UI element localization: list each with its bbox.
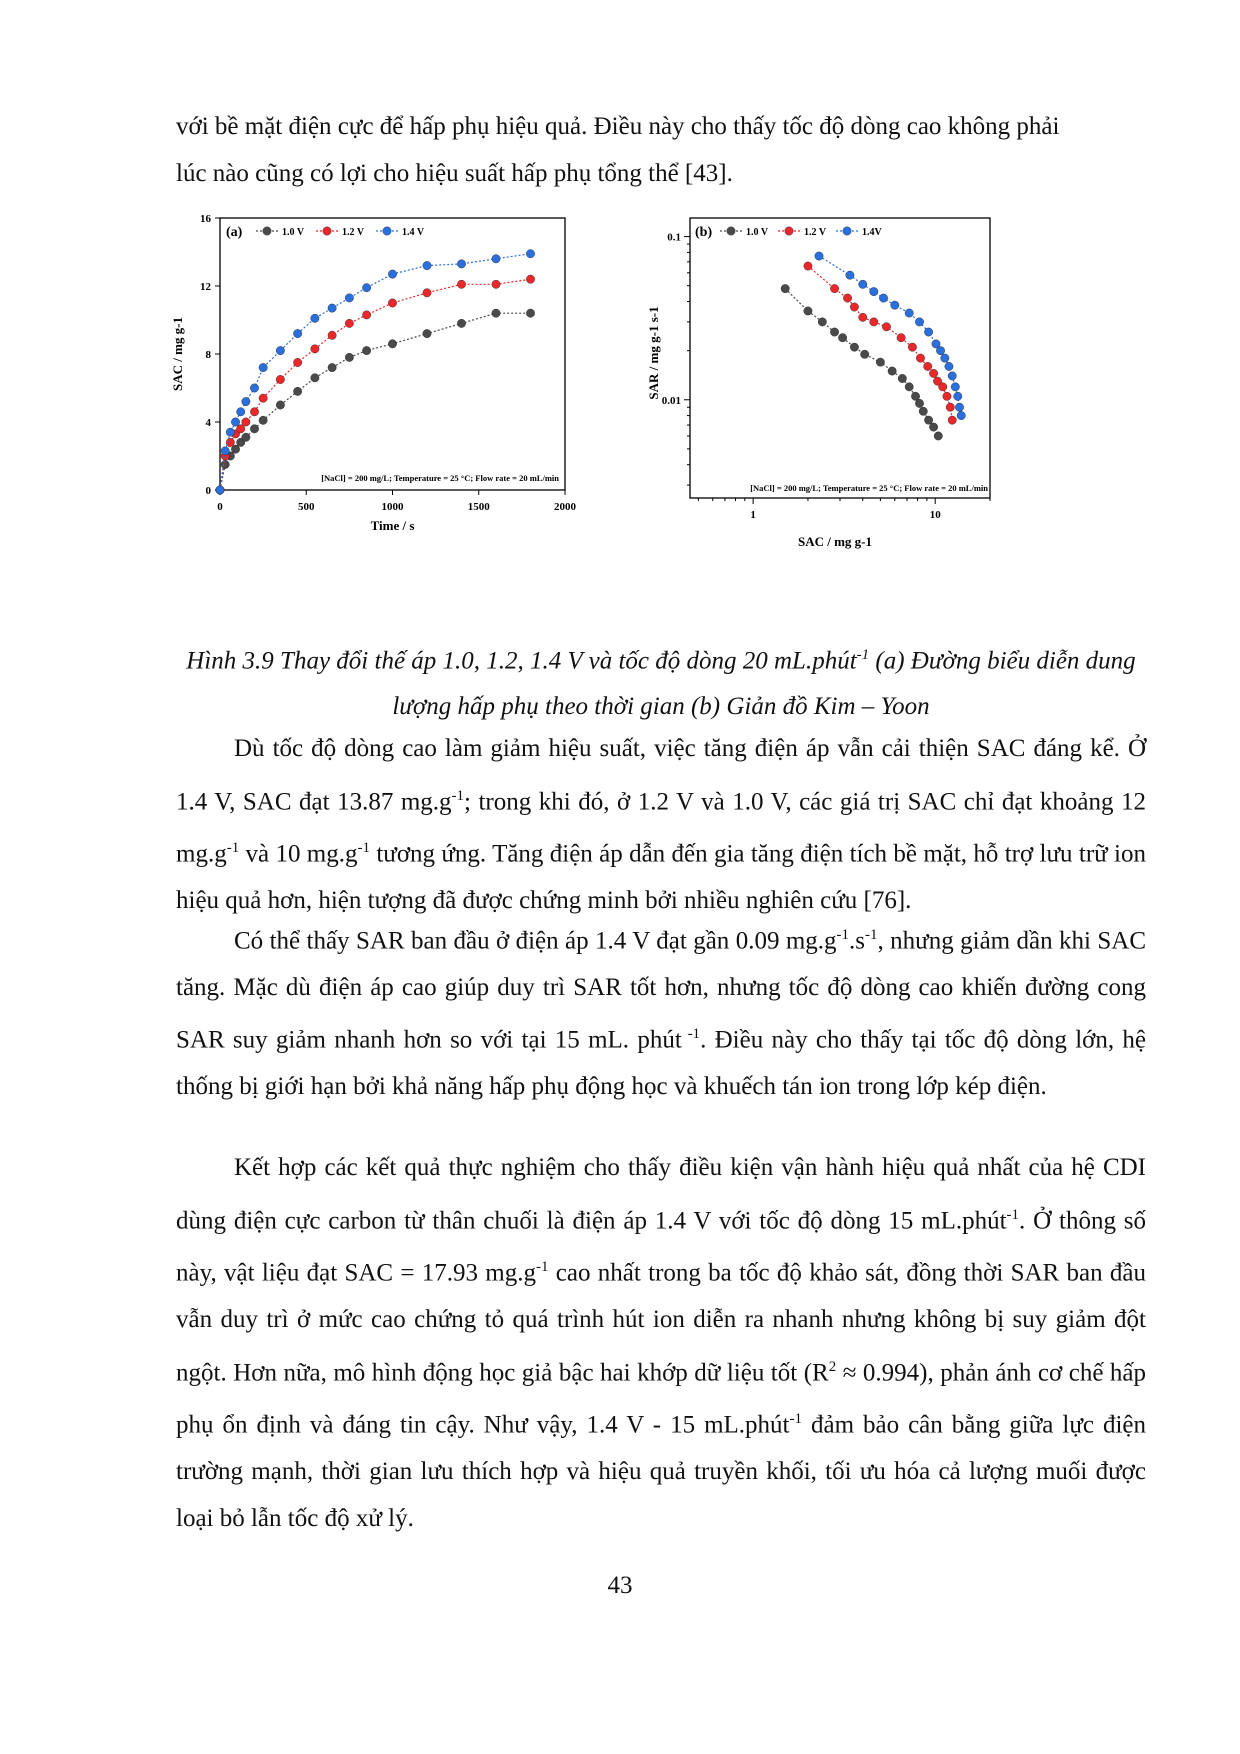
data-point-1-2v [948,416,956,424]
panel-label-b: (b) [695,225,713,240]
data-point-1-4v [879,294,887,302]
caption-text-1: Hình 3.9 Thay đổi thế áp 1.0, 1.2, 1.4 V và tốc độ dòng 20 mL.phút [186,647,857,675]
legend-label-b: 1.2 V [804,227,827,238]
p2-text-2: ; trong khi đó, ở 1.2 V và 1.0 V, các giá trị SAC chỉ đạt khoảng 12 mg.g [176,787,1146,868]
data-point-1-2v [830,284,838,292]
legend-label-a: 1.4 V [402,227,425,238]
legend-label-b: 1.4V [862,227,882,238]
p2-sup-3: -1 [357,840,370,857]
p4-sup-2: -1 [536,1259,549,1276]
data-point-1-0v [860,350,868,358]
data-point-1-2v [804,262,812,270]
data-point-1-4v [242,397,250,405]
p4-text-2: . Ở thông số này, vật liệu đạt SAC = 17.93 mg.g [176,1206,1146,1287]
data-point-1-0v [876,358,884,366]
data-point-1-0v [492,309,500,317]
legend-marker-b [843,227,851,235]
data-point-1-2v [276,375,284,383]
data-point-1-0v [830,328,838,336]
data-point-1-0v [388,340,396,348]
p3-text-2: .s [849,927,866,955]
data-point-1-4v [945,362,953,370]
legend-marker-a [263,227,271,235]
data-point-1-0v [929,423,937,431]
figure-panel-b [646,218,1110,628]
data-point-1-2v [850,303,858,311]
data-point-1-2v [293,358,301,366]
data-point-1-2v [908,343,916,351]
data-point-1-2v [457,280,465,288]
data-point-1-2v [916,354,924,362]
data-point-1-0v [804,307,812,315]
p2-text-1: Dù tốc độ dòng cao làm giảm hiệu suất, việc tăng điện áp vẫn cải thiện SAC đáng kể. Ở 1.4 V, SAC đạt 13.87 mg.g [176,735,1146,815]
data-point-1-0v [934,432,942,440]
y-tick-label-a: 16 [200,213,211,225]
legend-marker-a [323,227,331,235]
series-line-1-2v [220,279,531,490]
p2-text-3: và 10 mg.g [239,840,358,868]
data-point-1-2v [870,318,878,326]
y-axis-label-b: SAR / mg g-1 s-1 [646,306,661,400]
top-paragraph-line-2: lúc nào cũng có lợi cho hiệu suất hấp phụ tổng thể [43]. [176,159,733,187]
legend-marker-a [383,227,391,235]
data-point-1-2v [859,313,867,321]
data-point-1-2v [939,383,947,391]
data-point-1-2v [946,403,954,411]
data-point-1-2v [345,319,353,327]
data-point-1-4v [423,261,431,269]
data-point-1-0v [905,383,913,391]
annotation-b: [NaCl] = 200 mg/L; Temperature = 25 °C; Flow rate = 20 mL/min [750,483,988,493]
data-point-1-4v [388,270,396,278]
data-point-1-4v [905,309,913,317]
data-point-1-2v [250,408,258,416]
data-point-1-4v [237,408,245,416]
data-point-1-0v [311,374,319,382]
data-point-1-0v [781,284,789,292]
data-point-1-4v [924,328,932,336]
data-point-1-0v [276,401,284,409]
x-tick-label-a: 500 [298,501,315,513]
data-point-1-2v [237,425,245,433]
data-point-1-0v [919,407,927,415]
data-point-1-0v [898,374,906,382]
caption-sup: -1 [856,647,870,663]
p3-sup-2: -1 [865,927,878,943]
x-tick-label-a: 1500 [467,501,490,513]
data-point-1-2v [943,392,951,400]
paragraph-3 [176,912,1146,1111]
data-point-1-4v [311,314,319,322]
legend-label-a: 1.0 V [282,227,305,238]
data-point-1-0v [250,425,258,433]
data-point-1-2v [259,394,267,402]
data-point-1-2v [311,345,319,353]
data-point-1-0v [328,363,336,371]
x-tick-label-b: 10 [929,509,941,521]
data-point-1-4v [345,294,353,302]
y-tick-label-a: 12 [200,281,211,293]
p2-text-4: tương ứng. Tăng điện áp dẫn đến gia tăng điện tích bề mặt, hỗ trợ lưu trữ ion hiệu quả hơn, hiện tượng đã được chứng minh bởi nhiều nghiên cứu [76]. [176,840,1146,915]
p4-sup-3: 2 [828,1358,837,1375]
data-point-1-4v [954,392,962,400]
figure-panel-a [170,213,650,628]
data-point-1-4v [259,363,267,371]
legend-label-b: 1.0 V [746,227,769,238]
p2-sup-2: -1 [226,840,240,857]
paragraph-2 [176,726,1146,925]
legend-marker-b [785,227,793,235]
data-point-1-4v [915,318,923,326]
annotation-a: [NaCl] = 200 mg/L; Temperature = 25 °C; Flow rate = 20 mL/min [321,473,559,483]
panel-label-a: (a) [226,225,243,240]
y-axis-label-a: SAC / mg g-1 [170,316,185,392]
data-point-1-4v [362,284,370,292]
series-line-1-4v [220,254,531,490]
data-point-1-4v [457,260,465,268]
data-point-1-2v [843,294,851,302]
p3-sup-1: -1 [836,927,850,943]
data-point-1-4v [216,486,224,494]
p4-text-5: đảm bảo cân bằng giữa lực điện trường mạnh, thời gian lưu thích hợp và hiệu quả truyền khối, tối ưu hóa cả lượng muối được loại bỏ lẫn tốc độ xử lý. [176,1411,1146,1532]
legend-label-a: 1.2 V [342,227,365,238]
p4-text-4: ≈ 0.994), phản ánh cơ chế hấp phụ ổn định và đáng tin cậy. Như vậy, 1.4 V - 15 mL.phút [176,1358,1147,1439]
data-point-1-4v [941,354,949,362]
data-point-1-0v [924,416,932,424]
p4-text-3: cao nhất trong ba tốc độ khảo sát, đồng thời SAR ban đầu vẫn duy trì ở mức cao chứng tỏ quá trình hút ion diễn ra nhanh nhưng không bị suy giảm đột ngột. Hơn nữa, mô hình động học giả bậc hai khớp dữ liệu tốt (R [176,1259,1146,1386]
data-point-1-2v [924,362,932,370]
legend-marker-b [727,227,735,235]
y-tick-label-b: 0.01 [661,394,681,407]
x-axis-label-b: SAC / mg g-1 [797,534,873,549]
data-point-1-0v [850,343,858,351]
data-point-1-0v [221,460,229,468]
data-point-1-4v [955,403,963,411]
paragraph-4 [176,1145,1146,1542]
x-tick-label-a: 1000 [381,501,404,513]
plot-frame-a [220,218,565,490]
data-point-1-4v [492,255,500,263]
data-point-1-0v [242,433,250,441]
data-point-1-0v [888,367,896,375]
data-point-1-4v [957,411,965,419]
data-point-1-2v [492,280,500,288]
data-point-1-0v [818,318,826,326]
p3-text-1: Có thể thấy SAR ban đầu ở điện áp 1.4 V đạt gần 0.09 mg.g [234,927,837,955]
p3-text-4: . Điều này cho thấy tại tốc độ dòng lớn, hệ thống bị giới hạn bởi khả năng hấp phụ động học và khuếch tán ion trong lớp kép điện. [176,1026,1146,1101]
y-tick-label-a: 0 [205,485,211,497]
y-tick-label-a: 4 [205,417,211,429]
data-point-1-0v [231,445,239,453]
data-point-1-4v [250,384,258,392]
data-point-1-4v [859,280,867,288]
data-point-1-0v [457,319,465,327]
p4-sup-1: -1 [1006,1206,1020,1223]
data-point-1-2v [423,289,431,297]
p4-sup-4: -1 [789,1411,802,1428]
series-line-1-2v [808,266,952,420]
data-point-1-2v [897,334,905,342]
caption-text-2: (a) Đường biểu diễn dung lượng hấp phụ theo thời gian (b) Giản đồ Kim – Yoon [392,647,1136,721]
y-tick-label-a: 8 [205,349,211,361]
p3-text-3: , nhưng giảm dần khi SAC tăng. Mặc dù điện áp cao giúp duy trì SAR tốt hơn, nhưng tốc độ dòng cao khiến đường cong SAR suy giảm nhanh hơn so với tại 15 mL. phút [176,927,1146,1054]
data-point-1-0v [838,334,846,342]
data-point-1-2v [388,299,396,307]
x-tick-label-a: 0 [217,501,223,513]
data-point-1-4v [948,372,956,380]
data-point-1-0v [259,416,267,424]
p2-sup-1: -1 [451,787,465,804]
x-tick-label-a: 2000 [554,501,576,513]
p4-text-1: Kết hợp các kết quả thực nghiệm cho thấy điều kiện vận hành hiệu quả nhất của hệ CDI dùng điện cực carbon từ thân chuối là điện áp 1.4 V với tốc độ dòng 15 mL.phút [176,1154,1146,1234]
data-point-1-4v [815,252,823,260]
data-point-1-0v [915,399,923,407]
p3-sup-3: -1 [681,1026,701,1043]
data-point-1-4v [328,304,336,312]
series-line-1-0v [220,313,531,490]
y-tick-label-b: 0.1 [667,231,681,244]
data-point-1-2v [929,369,937,377]
data-point-1-4v [936,346,944,354]
data-point-1-4v [870,287,878,295]
data-point-1-2v [526,275,534,283]
data-point-1-4v [226,428,234,436]
data-point-1-0v [526,309,534,317]
data-point-1-4v [231,418,239,426]
data-point-1-2v [328,331,336,339]
top-paragraph [176,104,1146,197]
data-point-1-0v [362,346,370,354]
x-axis-label-a: Time / s [370,518,415,533]
data-point-1-4v [951,383,959,391]
data-point-1-4v [293,329,301,337]
data-point-1-4v [526,250,534,258]
data-point-1-0v [345,353,353,361]
data-point-1-2v [242,418,250,426]
top-paragraph-line-1: với bề mặt điện cực để hấp phụ hiệu quả. Điều này cho thấy tốc độ dòng cao không phải [176,113,1060,140]
data-point-1-2v [882,323,890,331]
figure-caption [176,632,1146,730]
x-tick-label-b: 1 [750,509,756,521]
page-number: 43 [607,1572,633,1599]
data-point-1-4v [891,301,899,309]
data-point-1-0v [293,387,301,395]
data-point-1-2v [362,311,370,319]
data-point-1-4v [276,346,284,354]
data-point-1-4v [846,271,854,279]
data-point-1-4v [221,447,229,455]
data-point-1-0v [423,329,431,337]
